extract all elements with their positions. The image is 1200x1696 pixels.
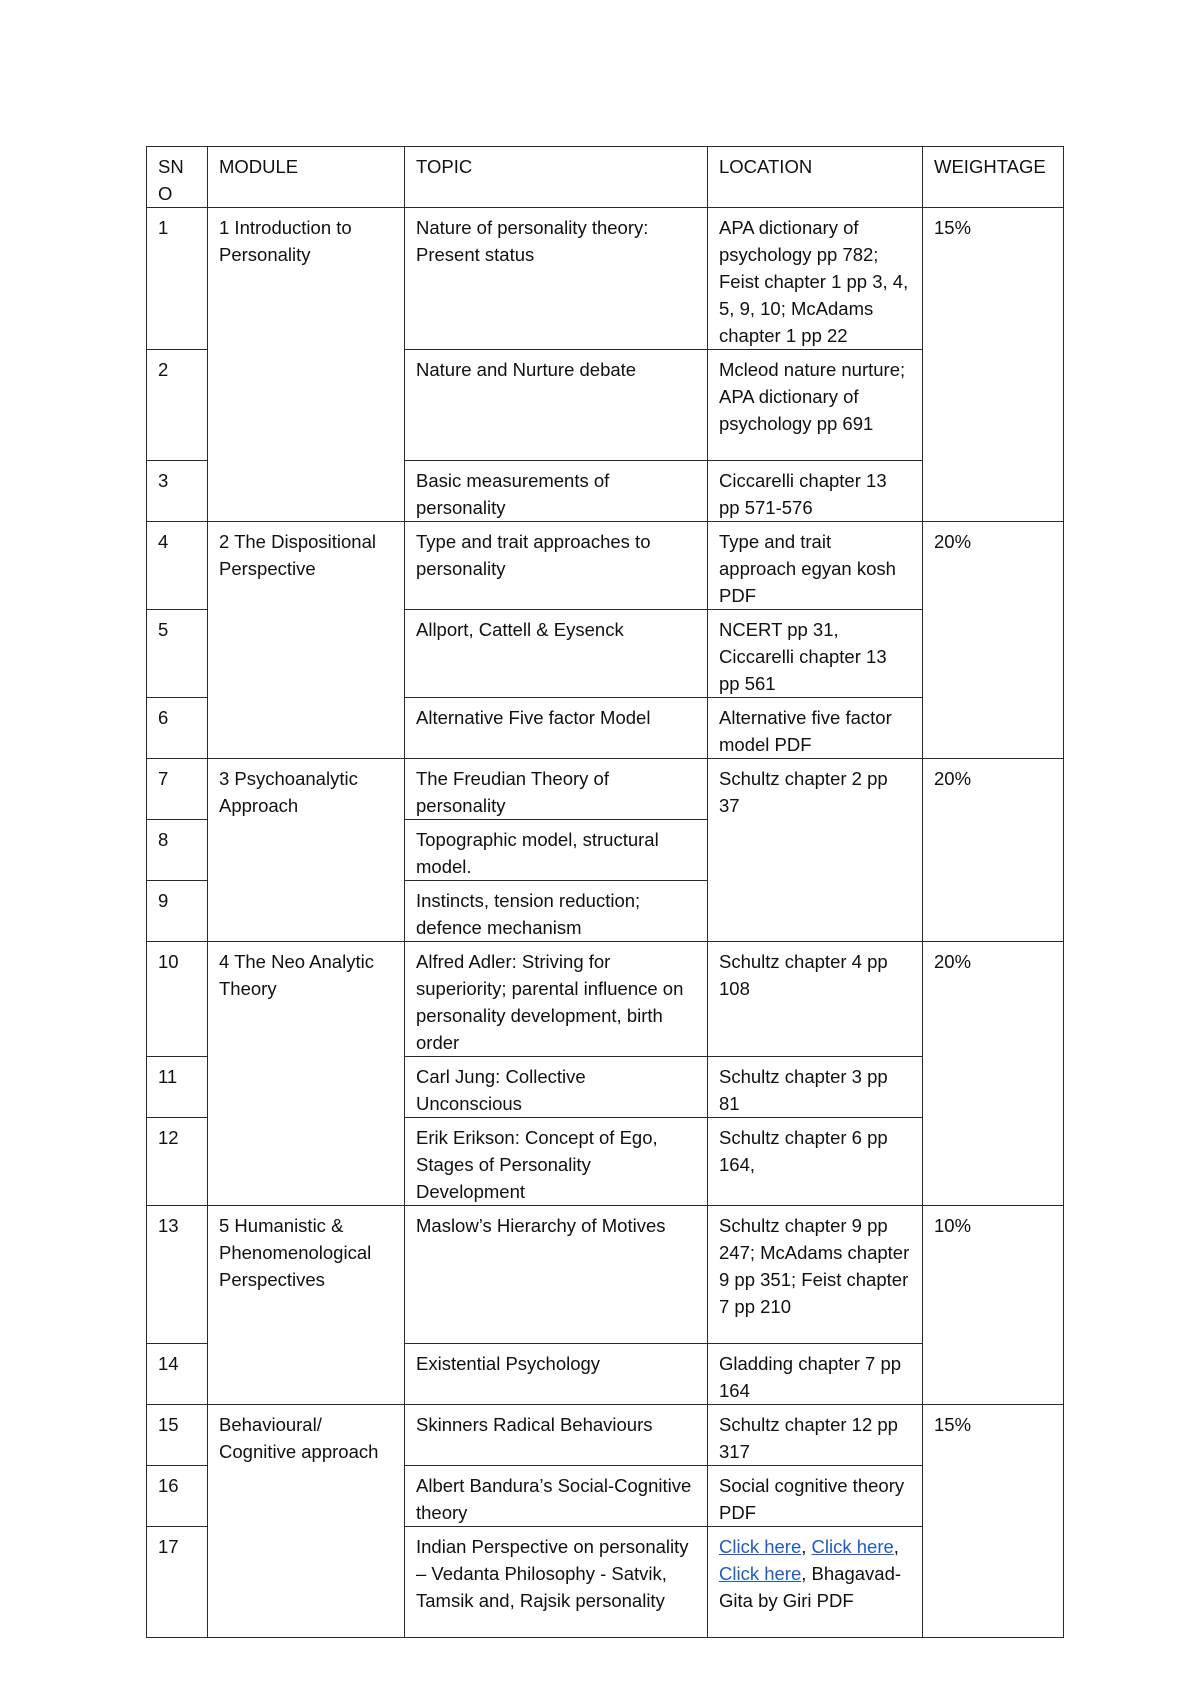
sno-cell: 9: [147, 881, 208, 942]
sno-cell: 14: [147, 1344, 208, 1405]
sno-cell: 8: [147, 820, 208, 881]
sno-cell: 6: [147, 698, 208, 759]
location-cell: APA dictionary of psychology pp 782; Feist chapter 1 pp 3, 4, 5, 9, 10; McAdams chapter 1 pp 22: [708, 208, 923, 350]
topic-cell: The Freudian Theory of personality: [405, 759, 708, 820]
header-module: MODULE: [208, 147, 405, 208]
sno-cell: 2: [147, 350, 208, 461]
sno-cell: 17: [147, 1527, 208, 1638]
location-cell: Schultz chapter 4 pp 108: [708, 942, 923, 1057]
weightage-cell: 20%: [923, 759, 1064, 942]
module-cell: Behavioural/ Cognitive approach: [208, 1405, 405, 1638]
location-cell: Mcleod nature nurture; APA dictionary of psychology pp 691: [708, 350, 923, 461]
topic-cell: Alfred Adler: Striving for superiority; parental influence on personality development, birth order: [405, 942, 708, 1057]
location-cell: Alternative five factor model PDF: [708, 698, 923, 759]
module-cell: 2 The Dispositional Perspective: [208, 522, 405, 759]
weightage-cell: 15%: [923, 1405, 1064, 1638]
sno-cell: 1: [147, 208, 208, 350]
topic-cell: Allport, Cattell & Eysenck: [405, 610, 708, 698]
sno-cell: 3: [147, 461, 208, 522]
sno-cell: 15: [147, 1405, 208, 1466]
sno-cell: 16: [147, 1466, 208, 1527]
topic-cell: Carl Jung: Collective Unconscious: [405, 1057, 708, 1118]
location-cell: Type and trait approach egyan kosh PDF: [708, 522, 923, 610]
location-cell: Schultz chapter 3 pp 81: [708, 1057, 923, 1118]
syllabus-table: [146, 146, 1064, 1638]
sno-cell: 4: [147, 522, 208, 610]
location-cell: Click here, Click here, Click here, Bhagavad-Gita by Giri PDF: [708, 1527, 923, 1638]
reference-link[interactable]: Click here: [719, 1536, 802, 1557]
topic-cell: Nature of personality theory: Present status: [405, 208, 708, 350]
reference-link[interactable]: Click here: [719, 1563, 802, 1584]
topic-cell: Indian Perspective on personality – Vedanta Philosophy - Satvik, Tamsik and, Rajsik personality: [405, 1527, 708, 1638]
sno-cell: 5: [147, 610, 208, 698]
topic-cell: Nature and Nurture debate: [405, 350, 708, 461]
header-weightage: WEIGHTAGE: [923, 147, 1064, 208]
location-cell: Social cognitive theory PDF: [708, 1466, 923, 1527]
table-row: [147, 942, 1064, 1057]
reference-link[interactable]: Click here: [811, 1536, 894, 1557]
sno-cell: 7: [147, 759, 208, 820]
topic-cell: Erik Erikson: Concept of Ego, Stages of Personality Development: [405, 1118, 708, 1206]
table-row: [147, 522, 1064, 610]
location-cell: Ciccarelli chapter 13 pp 571-576: [708, 461, 923, 522]
table-row: [147, 1405, 1064, 1466]
topic-cell: Instincts, tension reduction; defence mechanism: [405, 881, 708, 942]
topic-cell: Albert Bandura’s Social-Cognitive theory: [405, 1466, 708, 1527]
location-cell: NCERT pp 31, Ciccarelli chapter 13 pp 561: [708, 610, 923, 698]
header-topic: TOPIC: [405, 147, 708, 208]
weightage-cell: 15%: [923, 208, 1064, 522]
table-row: [147, 759, 1064, 820]
sno-cell: 13: [147, 1206, 208, 1344]
module-cell: 4 The Neo Analytic Theory: [208, 942, 405, 1206]
location-cell: Schultz chapter 12 pp 317: [708, 1405, 923, 1466]
topic-cell: Type and trait approaches to personality: [405, 522, 708, 610]
location-cell: Schultz chapter 2 pp 37: [708, 759, 923, 942]
table-row: [147, 208, 1064, 350]
topic-cell: Skinners Radical Behaviours: [405, 1405, 708, 1466]
sno-cell: 12: [147, 1118, 208, 1206]
module-cell: 3 Psychoanalytic Approach: [208, 759, 405, 942]
location-cell: Gladding chapter 7 pp 164: [708, 1344, 923, 1405]
sno-cell: 10: [147, 942, 208, 1057]
header-row: [147, 147, 1064, 208]
topic-cell: Alternative Five factor Model: [405, 698, 708, 759]
weightage-cell: 20%: [923, 942, 1064, 1206]
topic-cell: Existential Psychology: [405, 1344, 708, 1405]
topic-cell: Maslow’s Hierarchy of Motives: [405, 1206, 708, 1344]
weightage-cell: 10%: [923, 1206, 1064, 1405]
module-cell: 5 Humanistic & Phenomenological Perspectives: [208, 1206, 405, 1405]
module-cell: 1 Introduction to Personality: [208, 208, 405, 522]
location-cell: Schultz chapter 6 pp 164,: [708, 1118, 923, 1206]
table-row: [147, 1206, 1064, 1344]
weightage-cell: 20%: [923, 522, 1064, 759]
sno-cell: 11: [147, 1057, 208, 1118]
header-location: LOCATION: [708, 147, 923, 208]
location-text: Bhagavad-Gita by Giri PDF: [719, 1563, 902, 1611]
header-sno: SN O: [147, 147, 208, 208]
topic-cell: Topographic model, structural model.: [405, 820, 708, 881]
topic-cell: Basic measurements of personality: [405, 461, 708, 522]
location-cell: Schultz chapter 9 pp 247; McAdams chapter 9 pp 351; Feist chapter 7 pp 210: [708, 1206, 923, 1344]
